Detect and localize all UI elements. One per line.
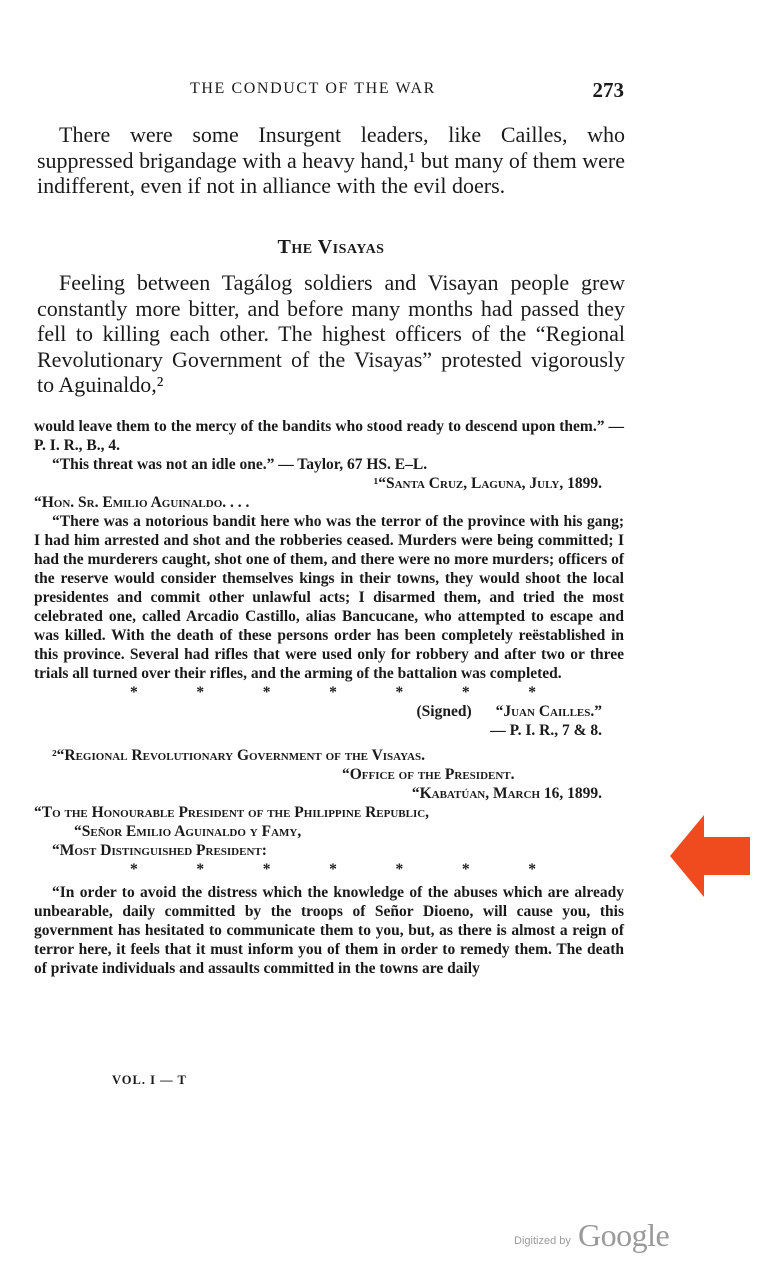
footnote-2-addressee: “To the Honourable President of the Philippine Republic,	[34, 804, 430, 821]
footnote-1-body: “There was a notorious bandit here who was the terror of the province with his gang; I had him arrested and shot and the robberies ceased. Murders were being committed; I had the murderers caught, shot one of them, and there were no more murders; officers of the reserve would consider themselves kings in their towns, they would shoot the local presidentes and commit other unlawful acts; I disarmed them, and tried the most celebrated one, called Arcadio Castillo, alias Bancucane, who attempted to escape and was killed. With the death of these persons order has been completely reëstablished in this province. Several had rifles that were used only for robbery and after two or three trials all turned over their rifles, and the arming of the battalion was completed.	[34, 513, 624, 682]
star: *	[528, 861, 536, 878]
footnote-2-dateline: “Kabatúan, March 16, 1899.	[411, 785, 602, 802]
star: *	[196, 861, 205, 878]
running-head	[190, 78, 630, 102]
running-title: THE CONDUCT OF THE WAR	[190, 80, 436, 97]
signed-label: (Signed)	[416, 703, 472, 720]
footnote-2-greeting: “Most Distinguished President:	[52, 842, 267, 859]
footnote-1-source: — P. I. R., 7 & 8.	[490, 722, 602, 739]
footnote-1-place: ¹“Santa Cruz, Laguna, July, 1899.	[373, 475, 602, 492]
watermark-prefix: Digitized by	[514, 1235, 571, 1247]
footnote-2-office: “Office of the President.	[342, 766, 515, 783]
star: *	[262, 861, 271, 878]
google-logo: Google	[578, 1217, 670, 1253]
star: *	[130, 684, 138, 701]
body-paragraph-1	[37, 122, 625, 199]
star: *	[461, 684, 470, 701]
star: *	[262, 684, 271, 701]
footnotes-block	[34, 417, 624, 978]
footnote-continuation: would leave them to the mercy of the bandits who stood ready to descend upon them.” — P. I. R., B., 4.	[34, 418, 624, 454]
star: *	[329, 861, 337, 878]
star: *	[395, 861, 404, 878]
star: *	[196, 684, 205, 701]
footnote-2-name: “Señor Emilio Aguinaldo y Famy,	[74, 823, 302, 840]
section-heading: The Visayas	[277, 236, 385, 258]
star: *	[395, 684, 404, 701]
footnote-1-salutation: “Hon. Sr. Emilio Aguinaldo. . . .	[34, 494, 250, 511]
body-paragraph-2	[37, 270, 625, 398]
page-number: 273	[592, 78, 624, 102]
signature-mark: VOL. I — T	[112, 1073, 187, 1087]
footnote-2-header: ²“Regional Revolutionary Government of the Visayas.	[52, 747, 425, 764]
ellipsis-stars	[34, 683, 624, 702]
digitized-watermark	[514, 1219, 674, 1259]
paragraph-text: Feeling between Tagálog soldiers and Visayan people grew constantly more bitter, and before many months had passed they fell to killing each other. The highest officers of the “Regional Revolutionary Government of the Visayas” protested vigorously to Aguinaldo,²	[37, 270, 625, 397]
signer-name: “Juan Cailles.”	[495, 703, 602, 720]
ellipsis-stars	[34, 860, 624, 879]
star: *	[130, 861, 138, 878]
paragraph-text: There were some Insurgent leaders, like Cailles, who suppressed brigandage with a heavy hand,¹ but many of them were indifferent, even if not in alliance with the evil doers.	[37, 122, 625, 198]
footnote-2-body: “In order to avoid the distress which the knowledge of the abuses which are already unbearable, daily committed by the troops of Señor Dioeno, will cause you, this government has hesitated to communicate them to you, but, as there is almost a reign of terror here, it feels that it must inform you of them in order to remedy them. The death of private individuals and assaults committed in the towns are daily	[34, 884, 624, 977]
footnote-continuation-quote: “This threat was not an idle one.” — Taylor, 67 HS. E–L.	[52, 456, 428, 473]
footnote-1-signature	[34, 702, 624, 721]
star: *	[461, 861, 470, 878]
star: *	[528, 684, 536, 701]
star: *	[329, 684, 337, 701]
left-arrow-icon	[668, 813, 752, 899]
